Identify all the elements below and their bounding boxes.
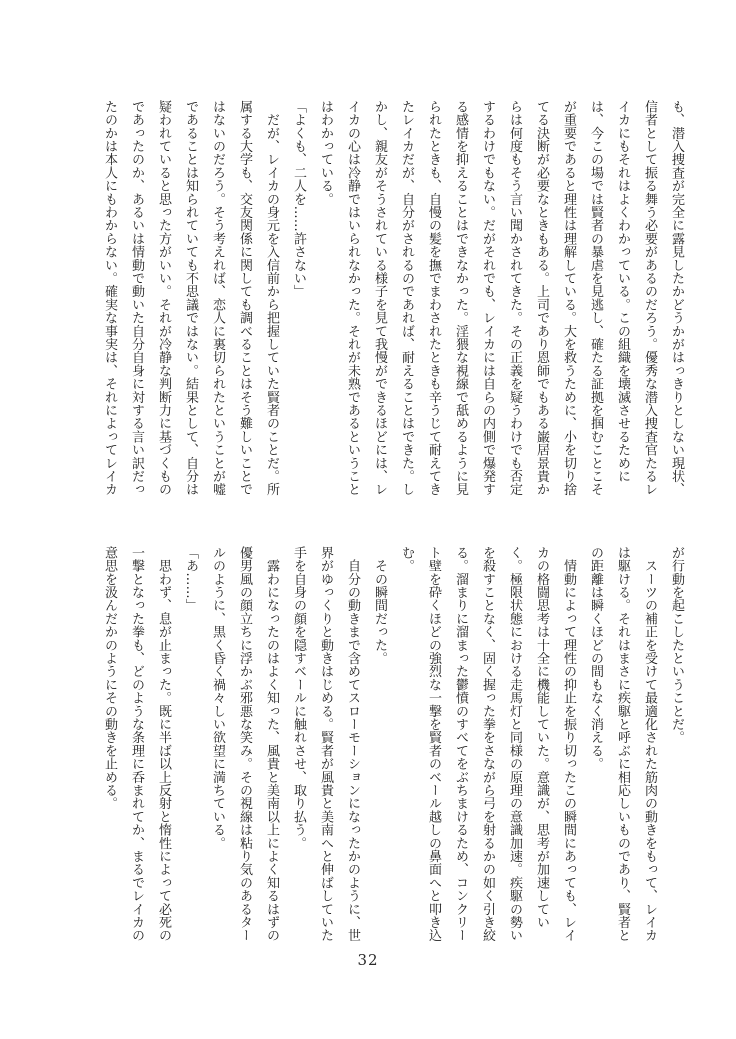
text-column: られたときも、自慢の髪を撫でまわされたときも辛うじて耐えてき — [426, 100, 441, 496]
text-column: はわかっている。 — [318, 100, 333, 206]
text-column: る感情を抑えることはできなかった。淫猥な視線で舐めるように見 — [453, 100, 468, 496]
text-column: は駆ける。それはまさに疾駆と呼ぶに相応しいものであり、賢者と — [615, 546, 630, 942]
text-column: 露わになったのはよく知った、風貴と美南以上によく知るはずの — [264, 546, 279, 942]
text-column: 一撃となった拳も、どのような条理に呑まれてか、まるでレイカの — [129, 546, 144, 942]
text-column: であることは知られていても不思議ではない。結果として、自分は — [183, 100, 198, 496]
text-column: 優男風の顔立ちに浮かぶ邪悪な笑み。その視線は粘り気のあるター — [237, 546, 252, 942]
text-column: ト壁を砕くほどの強烈な一撃を賢者のベール越しの鼻面へと叩き込 — [426, 546, 441, 942]
text-column: 手を自身の顔を隠すベールに触れさせ、取り払う。 — [291, 546, 306, 850]
text-column: かし、親友がそうされている様子を見て我慢ができるほどには、レ — [372, 100, 387, 496]
text-column: る。溜まりに溜まった鬱憤のすべてをぶちまけるため、コンクリー — [453, 546, 468, 942]
text-column: その瞬間だった。 — [372, 546, 387, 665]
text-column: 情動によって理性の抑止を振り切ったこの瞬間にあっても、レイ — [561, 546, 576, 942]
text-column: 「あ……」 — [183, 546, 198, 612]
text-column: 信者として振る舞う必要があるのだろう。優秀な潜入捜査官たるレ — [642, 100, 657, 496]
text-column: を殺すことなく、固く握った拳をさながら弓を射るかの如く引き絞 — [480, 546, 495, 942]
text-column: たレイカだが、自分がされるのであれば、耐えることはできた。し — [399, 100, 414, 496]
text-column: 疑われていると思った方がいい。それが冷静な判断力に基づくもの — [156, 100, 171, 496]
text-column: 属する大学も、交友関係に関しても調べることはそう難しいことで — [237, 100, 252, 496]
text-column: であったのか、あるいは情動で動いた自分自身に対する言い訳だっ — [129, 100, 144, 496]
text-column: だが、レイカの身元を入信前から把握していた賢者のことだ。所 — [264, 100, 279, 496]
text-column: 界がゆっくりと動きはじめる。賢者が風貴と美南へと伸ばしていた — [318, 546, 333, 942]
text-column: たのかは本人にもわからない。確実な事実は、それによってレイカ — [102, 100, 117, 496]
text-column: スーツの補正を受けて最適化された筋肉の動きをもって、レイカ — [642, 546, 657, 942]
text-column: イカにもそれはよくわかっている。この組織を壊滅させるために — [615, 100, 630, 483]
page-number: 32 — [357, 951, 379, 969]
text-column: らは何度もそう言い聞かされてきた。その正義を疑うわけでも否定 — [507, 100, 522, 496]
text-column: 意思を汲んだかのようにその動きを止める。 — [102, 546, 117, 810]
text-column: ルのように、黒く昏く禍々しい欲望に満ちている。 — [210, 546, 225, 850]
text-column: はないのだろう。そう考えれば、恋人に裏切られたということが嘘 — [210, 100, 225, 496]
text-column: カの格闘思考は十全に機能していた。意識が、思考が加速してい — [534, 546, 549, 929]
text-column: は、今この場では賢者の暴虐を見逃し、確たる証拠を掴むことこそ — [588, 100, 603, 496]
text-block-bottom — [96, 546, 690, 942]
text-column: も、潜入捜査が完全に露見したかどうかがはっきりとしない現状、 — [669, 100, 684, 496]
text-column: 「よくも、二人を……許さない」 — [291, 100, 306, 298]
text-column: するわけでもない。だがそれでも、レイカには自らの内側で爆発す — [480, 100, 495, 496]
text-column: む。 — [399, 546, 414, 573]
text-column: く。極限状態における走馬灯と同様の原理の意識加速。疾駆の勢い — [507, 546, 522, 942]
text-column: の距離は瞬くほどの間もなく消える。 — [588, 546, 603, 771]
text-column: 自分の動きまで含めてスローモーションになったかのように、世 — [345, 546, 360, 942]
text-column: てる決断が必要なときもある。上司であり恩師でもある巌居景貴か — [534, 100, 549, 496]
text-column: イカの心は冷静ではいられなかった。それが未熟であるということ — [345, 100, 360, 496]
text-column: 思わず、息が止まった。既に半ば以上反射と惰性によって必死の — [156, 546, 171, 942]
text-column: が行動を起こしたということだ。 — [669, 546, 684, 744]
text-block-top — [96, 100, 690, 496]
text-column: が重要であると理性は理解している。大を救うために、小を切り捨 — [561, 100, 576, 496]
